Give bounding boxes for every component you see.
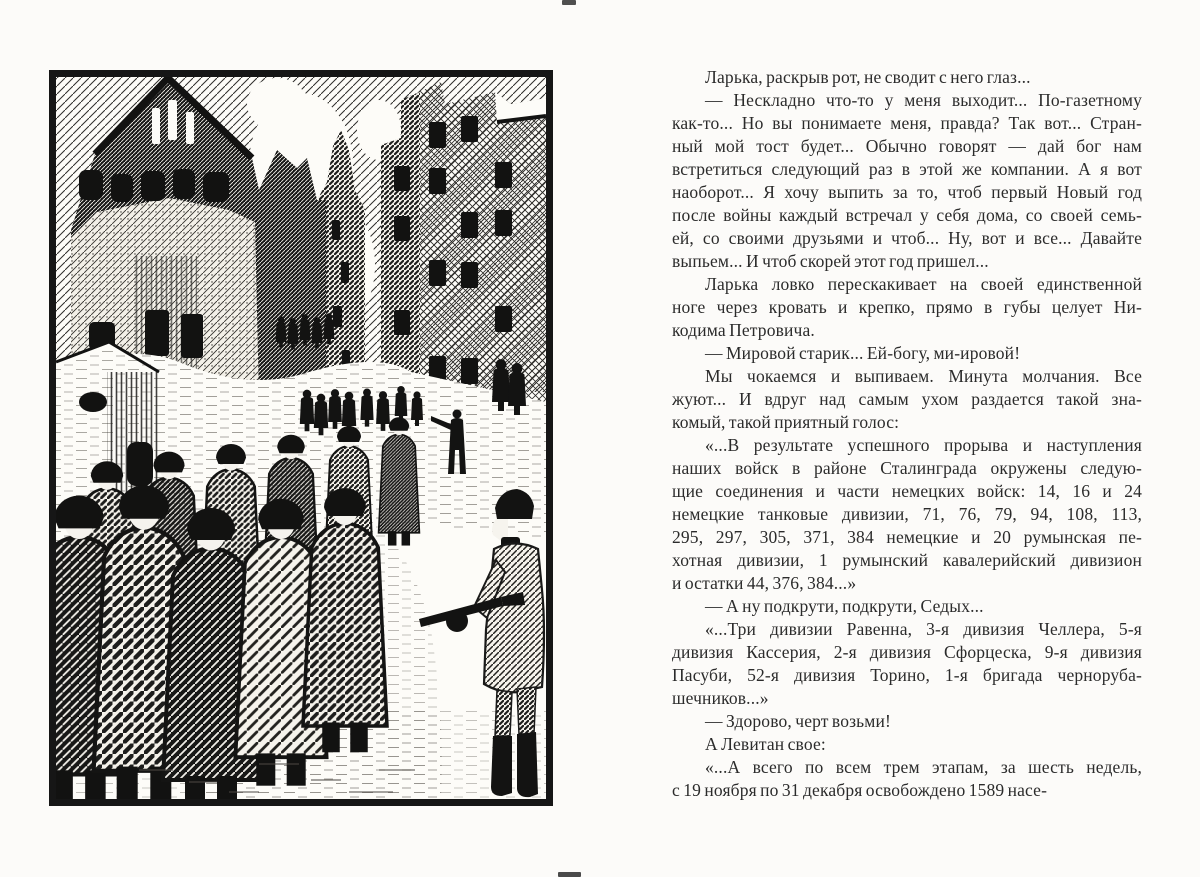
text-line: комый, такой приятный голос:	[672, 412, 900, 432]
text-line: «...В результате успешного прорыва и наступления	[705, 435, 1142, 455]
text-line: кодима Петровича.	[672, 320, 815, 340]
text-line: — Мировой старик... Ей-богу, ми-ировой!	[705, 343, 1021, 363]
woodcut-illustration	[49, 70, 553, 806]
text-line: с 19 ноября по 31 декабря освобождено 1589 насе-	[672, 780, 1048, 800]
text-line: Ларька ловко перескакивает на своей единственной	[705, 274, 1142, 294]
text-line: ный мой тост будет... Обычно говорят — дай бог нам	[672, 136, 1142, 156]
text-line: Мы чокаемся и выпиваем. Минута молчания. Все	[705, 366, 1142, 386]
text-line: наших войск в районе Сталинграда окружены следую-	[672, 458, 1142, 478]
text-line: 295, 297, 305, 371, 384 немецкие и 20 румынская пе-	[672, 527, 1142, 547]
text-line: как-то... Но вы понимаете меня, правда? Так вот... Стран-	[672, 113, 1142, 133]
text-line: — А ну подкрути, подкрути, Седых...	[705, 596, 984, 616]
text-line: А Левитан свое:	[705, 734, 826, 754]
text-line: ноге через кровать и крепко, прямо в губы целует Ни-	[672, 297, 1142, 317]
text-line: щие соединения и части немецких войск: 14, 16 и 24	[672, 481, 1142, 501]
page-text-column	[672, 66, 1142, 802]
page-edge-mark-bottom	[558, 872, 581, 877]
text-line: ей, со своими друзьями и чтоб... Ну, вот и все... Давайте	[672, 228, 1142, 248]
text-line: «...А всего по всем трем этапам, за шесть недель,	[705, 757, 1142, 777]
text-line: жуют... И вдруг над самым ухом раздается такой зна-	[672, 389, 1142, 409]
text-line: шечников...»	[672, 688, 769, 708]
text-line: «...Три дивизии Равенна, 3-я дивизия Челлера, 5-я	[705, 619, 1142, 639]
text-line: дивизия Кассерия, 2-я дивизия Сфорцеска, 9-я дивизия	[672, 642, 1142, 662]
text-line: хотная дивизии, 1 румынский кавалерийский дивизион	[672, 550, 1142, 570]
woodcut-illustration-svg	[49, 70, 553, 806]
text-line: — Нескладно что-то у меня выходит... По-газетному	[705, 90, 1142, 110]
text-line: после войны каждый встречал у себя дома, со своей семь-	[672, 205, 1142, 225]
text-line: Пасуби, 52-я дивизия Торино, 1-я бригада черноруба-	[672, 665, 1142, 685]
text-line: встретиться следующий раз в этой же компании. А я вот	[672, 159, 1142, 179]
ruined-building-middle	[259, 150, 317, 400]
page-edge-mark-top	[562, 0, 576, 5]
text-line: Ларька, раскрыв рот, не сводит с него глаз...	[705, 67, 1031, 87]
text-line: и остатки 44, 376, 384...»	[672, 573, 857, 593]
text-line: — Здорово, черт возьми!	[705, 711, 892, 731]
text-line: немецкие танковые дивизии, 71, 76, 79, 94, 108, 113,	[672, 504, 1142, 524]
text-line: выпьем... И чтоб скорей этот год пришел...	[672, 251, 989, 271]
text-line: наоборот... Я хочу выпить за то, чтоб первый Новый год	[672, 182, 1142, 202]
